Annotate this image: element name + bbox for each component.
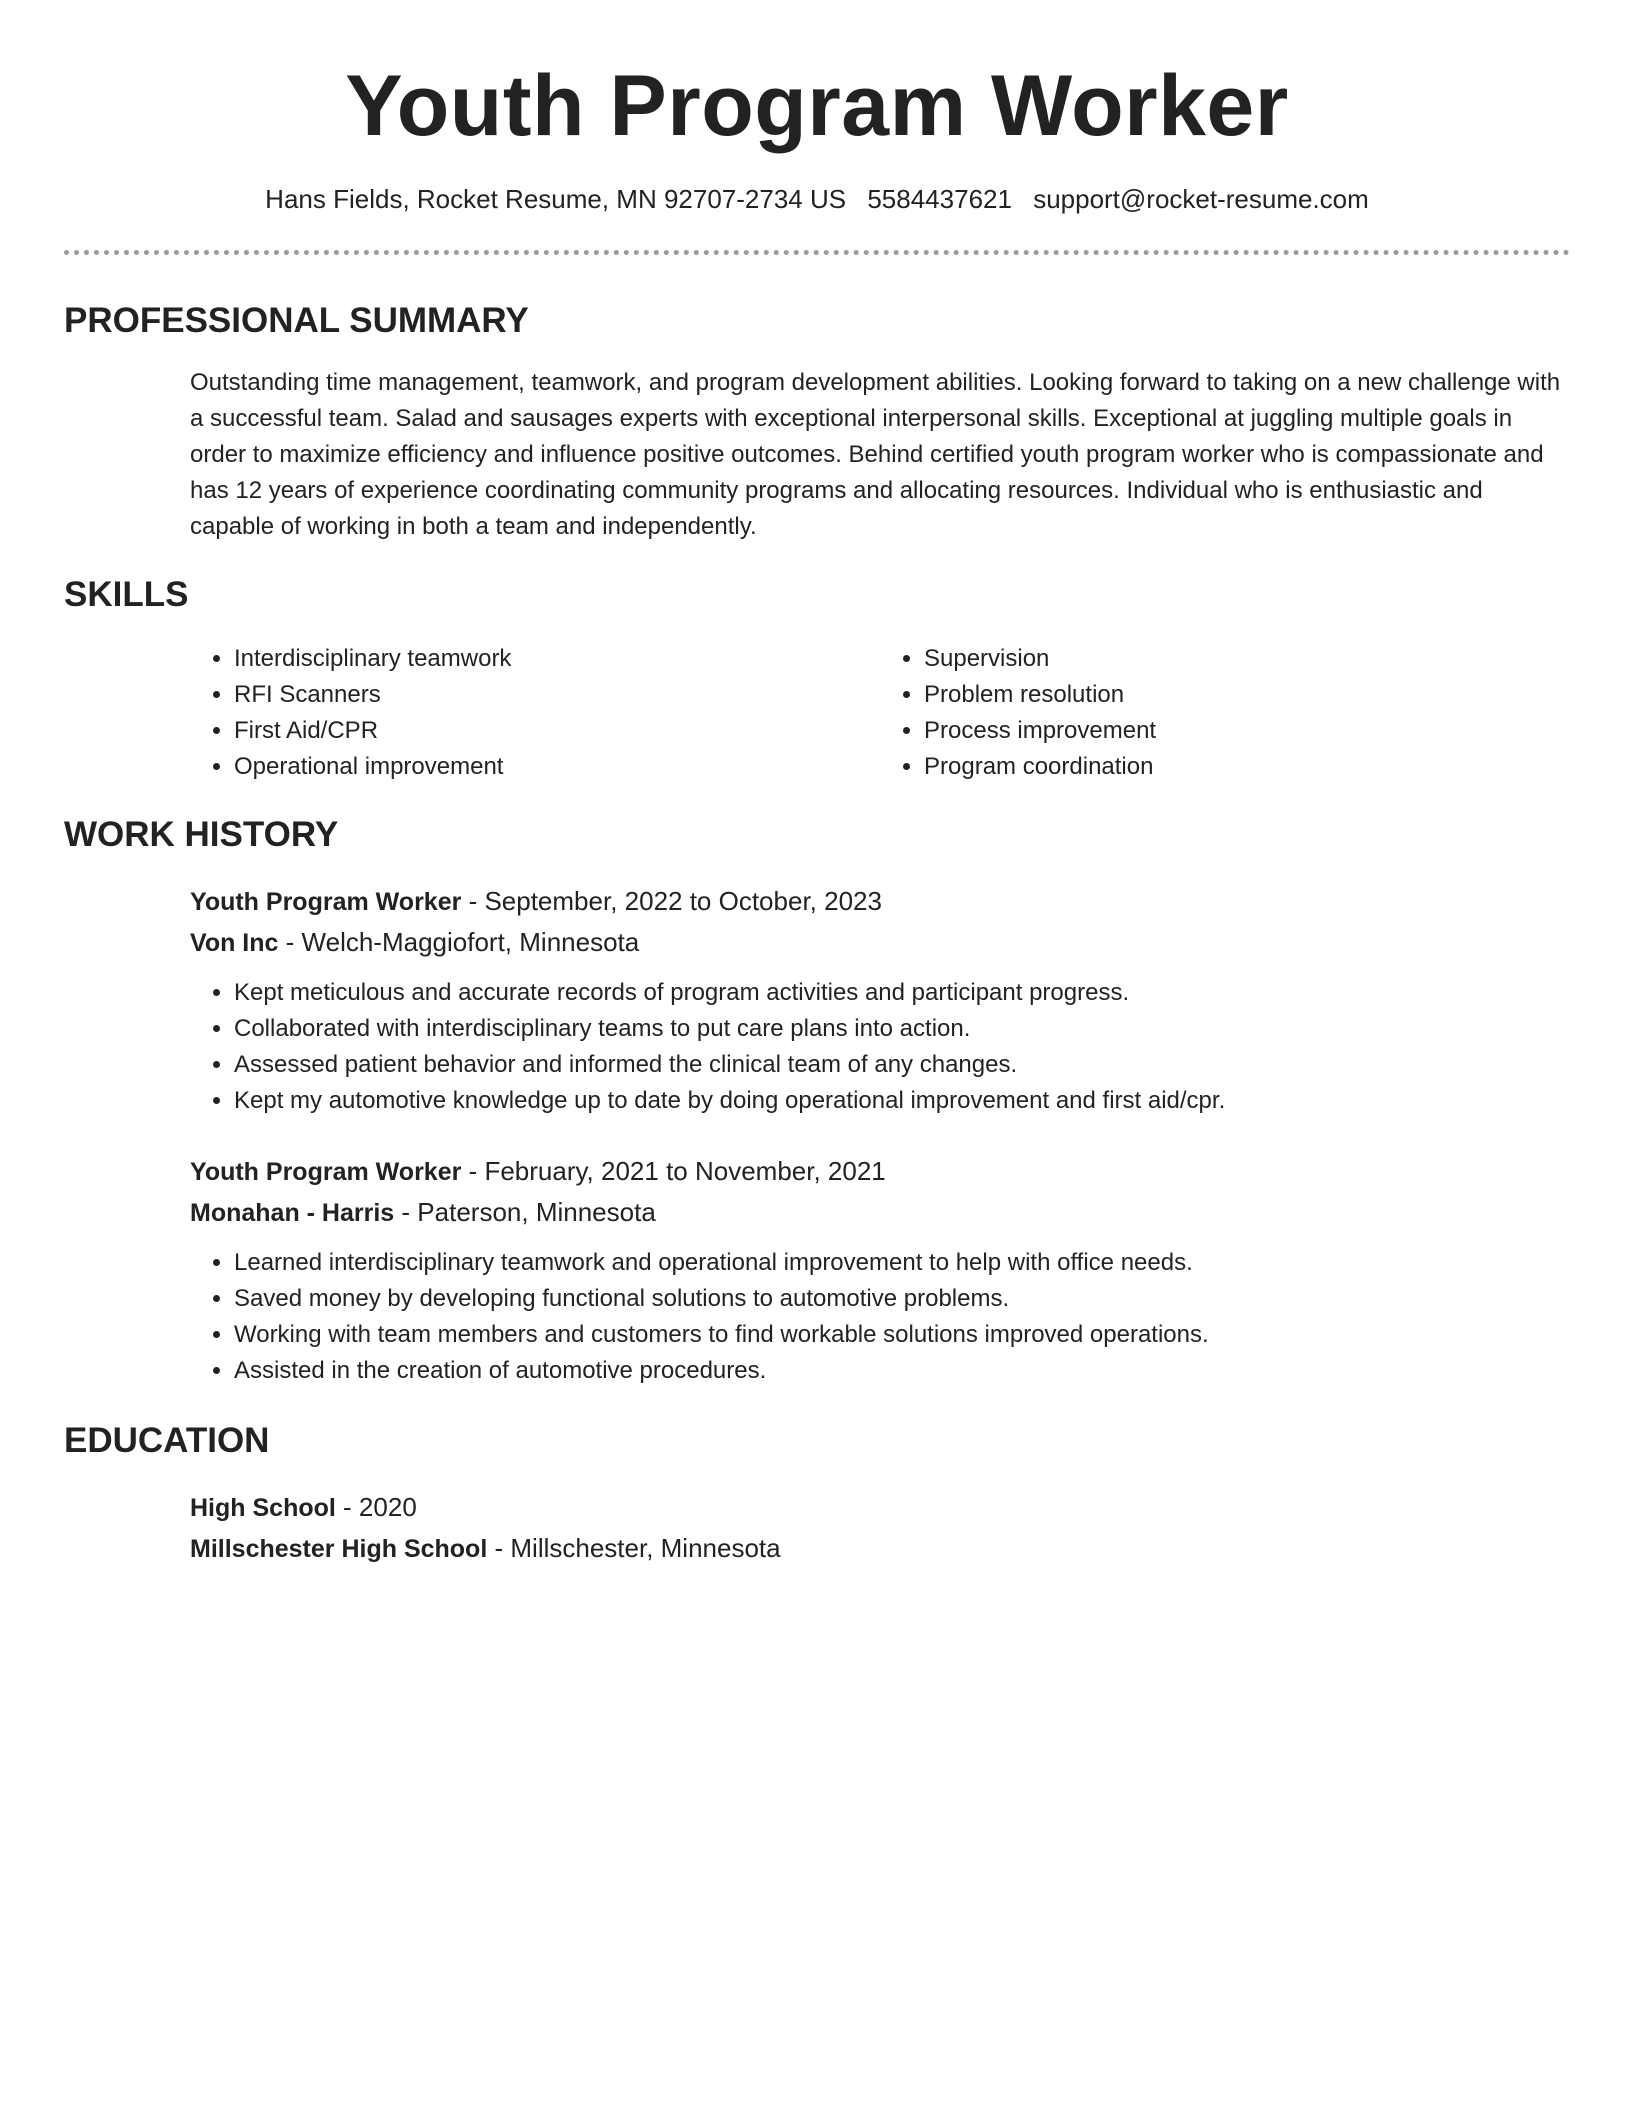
skill-item: • Interdisciplinary teamwork [234, 641, 880, 677]
job-role-line [190, 881, 1570, 922]
header-divider [64, 250, 1570, 255]
job-company-line [190, 922, 1570, 963]
skill-item: • Process improvement [924, 713, 1570, 749]
resume-page [64, 0, 1570, 1569]
skill-item: • Operational improvement [234, 749, 880, 785]
job-bullet: • Collaborated with interdisciplinary teams to put care plans into action. [234, 1011, 1570, 1047]
job-bullet: • Assessed patient behavior and informed the clinical team of any changes. [234, 1047, 1570, 1083]
skills-list [190, 641, 1570, 785]
skill-item: • Problem resolution [924, 677, 1570, 713]
education-school: Millschester High School [190, 1535, 488, 1563]
section-title-work-history: WORK HISTORY [64, 815, 339, 854]
job-bullets [190, 975, 1570, 1119]
job-bullet: • Working with team members and customers to find workable solutions improved operations. [234, 1317, 1570, 1353]
summary-paragraph: Outstanding time management, teamwork, and program development abilities. Looking forward to taking on a new challenge with a successful team. Salad and sausages experts with exceptional interpersonal skills. Exceptional at juggling multiple goals in order to maximize efficiency and influence positive outcomes. Behind certified youth program worker who is compassionate and has 12 years of experience coordinating community programs and allocating resources. Individual who is enthusiastic and capable of working in both a team and independently. [190, 369, 1561, 540]
job-role: Youth Program Worker [190, 1158, 462, 1186]
job-company: Monahan - Harris [190, 1199, 395, 1227]
contact-address: Hans Fields, Rocket Resume, MN 92707-2734 US [265, 184, 847, 214]
job-bullet: • Assisted in the creation of automotive procedures. [234, 1353, 1570, 1389]
job-company: Von Inc [190, 929, 279, 957]
skills-column-left [190, 641, 880, 785]
job-bullet: • Kept my automotive knowledge up to date by doing operational improvement and first aid/cpr. [234, 1083, 1570, 1119]
resume-name-title: Youth Program Worker [345, 58, 1289, 154]
job-location: - Welch-Maggiofort, Minnesota [278, 927, 640, 957]
job-bullet: • Saved money by developing functional solutions to automotive problems. [234, 1281, 1570, 1317]
skill-item: • RFI Scanners [234, 677, 880, 713]
contact-line [64, 182, 1570, 216]
education-degree-line [190, 1487, 1570, 1528]
education-year: - 2020 [335, 1492, 417, 1522]
education-school-line [190, 1528, 1570, 1569]
job-role-line [190, 1151, 1570, 1192]
section-title-skills: SKILLS [64, 575, 189, 614]
job-bullet: • Learned interdisciplinary teamwork and operational improvement to help with office needs. [234, 1245, 1570, 1281]
job-entry [190, 1151, 1570, 1389]
education-entry [190, 1487, 1570, 1569]
section-title-education: EDUCATION [64, 1421, 270, 1460]
education-location: - Millschester, Minnesota [487, 1533, 781, 1563]
skills-column-right [880, 641, 1570, 785]
job-role: Youth Program Worker [190, 888, 462, 916]
contact-email[interactable]: support@rocket-resume.com [1033, 184, 1369, 214]
job-bullets [190, 1245, 1570, 1389]
job-dates: - September, 2022 to October, 2023 [461, 886, 882, 916]
job-company-line [190, 1192, 1570, 1233]
skill-item: • Supervision [924, 641, 1570, 677]
contact-phone: 5584437621 [867, 184, 1012, 214]
section-title-summary: PROFESSIONAL SUMMARY [64, 301, 529, 340]
job-bullet: • Kept meticulous and accurate records of program activities and participant progress. [234, 975, 1570, 1011]
job-location: - Paterson, Minnesota [394, 1197, 656, 1227]
skill-item: • Program coordination [924, 749, 1570, 785]
job-dates: - February, 2021 to November, 2021 [461, 1156, 886, 1186]
education-degree: High School [190, 1494, 336, 1522]
skill-item: • First Aid/CPR [234, 713, 880, 749]
job-entry [190, 881, 1570, 1119]
